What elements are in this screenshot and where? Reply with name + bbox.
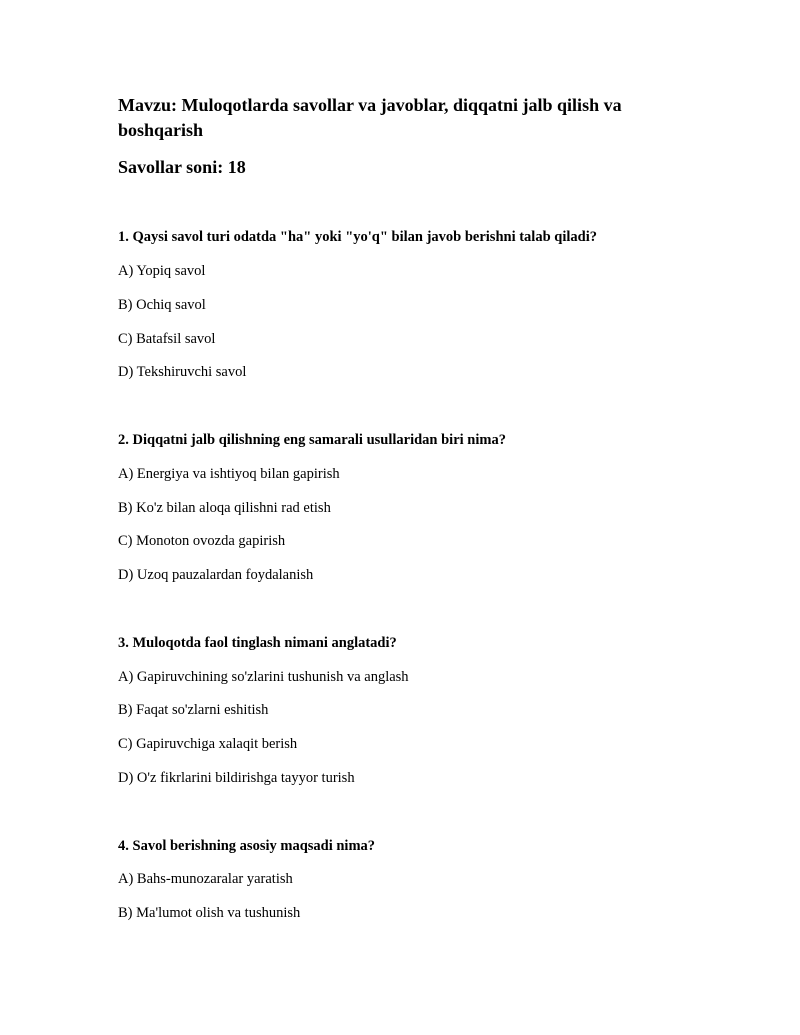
answer-option: A) Bahs-munozaralar yaratish bbox=[118, 871, 293, 887]
answer-option: C) Gapiruvchiga xalaqit berish bbox=[118, 736, 298, 752]
question-text: 3. Muloqotda faol tinglash nimani anglatadi? bbox=[118, 635, 397, 651]
answer-option: D) Uzoq pauzalardan foydalanish bbox=[118, 567, 314, 583]
answer-option: D) Tekshiruvchi savol bbox=[118, 364, 247, 380]
question-count: Savollar soni: 18 bbox=[118, 157, 246, 177]
answer-option: A) Yopiq savol bbox=[118, 263, 206, 279]
answer-option: A) Energiya va ishtiyoq bilan gapirish bbox=[118, 466, 340, 482]
answer-option: A) Gapiruvchining so'zlarini tushunish va anglash bbox=[118, 669, 409, 685]
answer-option: B) Ko'z bilan aloqa qilishni rad etish bbox=[118, 500, 331, 516]
question-text: 2. Diqqatni jalb qilishning eng samarali usullaridan biri nima? bbox=[118, 432, 506, 448]
question-text: 4. Savol berishning asosiy maqsadi nima? bbox=[118, 838, 376, 854]
answer-option: B) Ochiq savol bbox=[118, 297, 206, 313]
document-title: Mavzu: Muloqotlarda savollar va javoblar, diqqatni jalb qilish va boshqarish bbox=[118, 95, 622, 140]
answer-option: C) Batafsil savol bbox=[118, 331, 216, 347]
answer-option: D) O'z fikrlarini bildirishga tayyor turish bbox=[118, 770, 355, 786]
answer-option: C) Monoton ovozda gapirish bbox=[118, 533, 286, 549]
answer-option: B) Ma'lumot olish va tushunish bbox=[118, 905, 301, 921]
answer-option: B) Faqat so'zlarni eshitish bbox=[118, 702, 269, 718]
question-text: 1. Qaysi savol turi odatda "ha" yoki "yo'q" bilan javob berishni talab qiladi? bbox=[118, 229, 597, 245]
